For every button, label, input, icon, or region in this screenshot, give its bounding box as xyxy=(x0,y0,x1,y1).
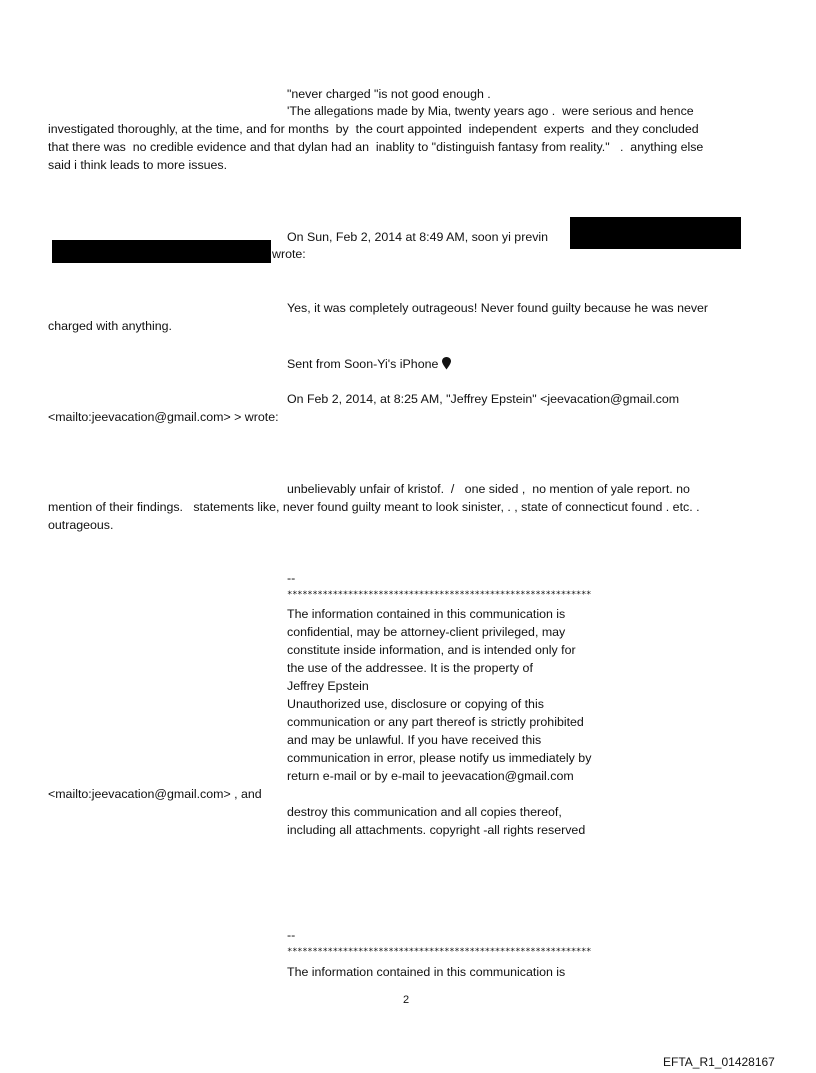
reply-line: said i think leads to more issues. xyxy=(48,158,228,172)
disclaimer-line: Unauthorized use, disclosure or copying of this xyxy=(287,697,544,711)
disclaimer-line: and may be unlawful. If you have received this xyxy=(287,733,542,747)
email-header-line: On Sun, Feb 2, 2014 at 8:49 AM, soon yi previn xyxy=(287,230,549,244)
signature-text: Sent from Soon-Yi's iPhone xyxy=(287,357,439,371)
asterisk-divider: ************************************************************ xyxy=(287,590,592,600)
reply-line: investigated thoroughly, at the time, and for months by the court appointed independent experts and they concluded xyxy=(48,122,699,136)
disclaimer-line: confidential, may be attorney-client privileged, may xyxy=(287,625,566,639)
redaction-block xyxy=(570,217,741,249)
signature-separator: -- xyxy=(287,571,296,585)
reply-line: that there was no credible evidence and that dylan had an inablity to "distinguish fantasy from reality." . anything else xyxy=(48,140,704,154)
disclaimer-line: return e-mail or by e-mail to jeevacation@gmail.com xyxy=(287,769,574,783)
signature-line xyxy=(287,356,451,373)
disclaimer-line: the use of the addressee. It is the property of xyxy=(287,661,533,675)
email-header-line: <mailto:jeevacation@gmail.com> > wrote: xyxy=(48,410,279,424)
disclaimer-line: Jeffrey Epstein xyxy=(287,679,369,693)
message-line: Yes, it was completely outrageous! Never found guilty because he was never xyxy=(287,301,709,315)
disclaimer-line: constitute inside information, and is intended only for xyxy=(287,643,576,657)
message-line: outrageous. xyxy=(48,518,114,532)
page-number: 2 xyxy=(403,994,410,1006)
disclaimer-line: The information contained in this communication is xyxy=(287,965,566,979)
email-header-line: On Feb 2, 2014, at 8:25 AM, "Jeffrey Epstein" <jeevacation@gmail.com xyxy=(287,392,680,406)
disclaimer-line: The information contained in this communication is xyxy=(287,607,566,621)
asterisk-divider: ************************************************************ xyxy=(287,947,592,957)
disclaimer-line: communication in error, please notify us immediately by xyxy=(287,751,592,765)
bates-number: EFTA_R1_01428167 xyxy=(663,1055,775,1069)
disclaimer-mailto-line: <mailto:jeevacation@gmail.com> , and xyxy=(48,787,262,801)
disclaimer-line: communication or any part thereof is strictly prohibited xyxy=(287,715,584,729)
redaction-block xyxy=(52,240,271,263)
map-pin-icon xyxy=(442,357,451,370)
disclaimer-line: including all attachments. copyright -all rights reserved xyxy=(287,823,586,837)
reply-line: "never charged "is not good enough . xyxy=(287,87,491,101)
message-line: unbelievably unfair of kristof. / one sided , no mention of yale report. no xyxy=(287,482,690,496)
email-header-line: wrote: xyxy=(272,247,306,261)
message-line: charged with anything. xyxy=(48,319,172,333)
reply-line: 'The allegations made by Mia, twenty years ago . were serious and hence xyxy=(287,104,694,118)
message-line: mention of their findings. statements like, never found guilty meant to look sinister, . , state of connecticut found . etc. . xyxy=(48,500,700,514)
disclaimer-line: destroy this communication and all copies thereof, xyxy=(287,805,562,819)
signature-separator: -- xyxy=(287,928,296,942)
